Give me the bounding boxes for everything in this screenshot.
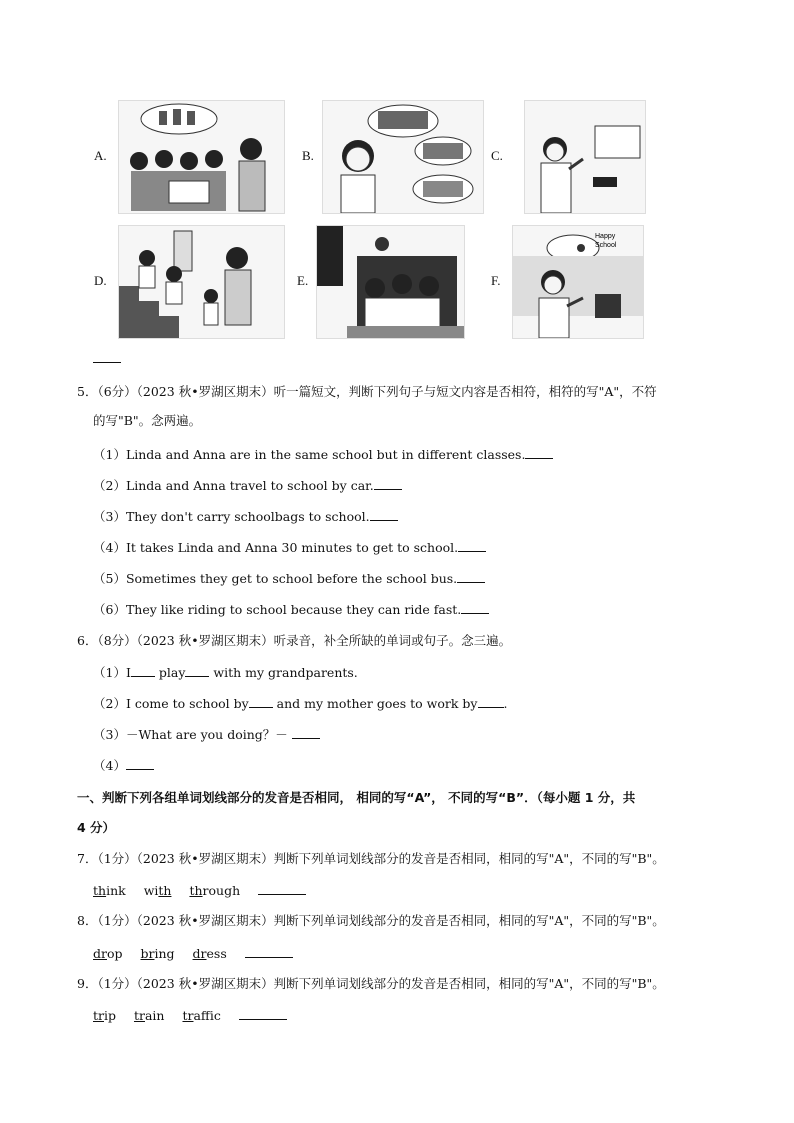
q5-item-1	[93, 446, 553, 463]
q5-heading-cont: 的写"B"。念两遍。	[93, 413, 202, 428]
q8-word-3-underlined: dr	[192, 946, 207, 961]
q6-blank-2b[interactable]	[478, 695, 504, 708]
classroom-boys-icon	[317, 226, 464, 338]
q5-item-6	[93, 601, 489, 618]
q9-words	[93, 1007, 287, 1024]
q5-item-6-text: （6）They like riding to school because they can ride fast.	[93, 602, 462, 617]
q7-word-2-underlined: th	[158, 883, 172, 898]
teacher-students-icon	[119, 101, 284, 213]
q6-heading: 6．（8分）（2023 秋•罗湖区期末）听录音，补全所缺的单词或句子。念三遍。	[77, 633, 512, 648]
q8-word-2	[141, 946, 175, 961]
picture-f	[512, 225, 644, 339]
q6-blank-1a[interactable]	[131, 664, 155, 677]
q6-item-4	[93, 757, 154, 774]
q5-item-3	[93, 508, 398, 525]
q9-word-3-rest: affic	[193, 1008, 221, 1023]
happy-school-sign-line2: School	[595, 242, 617, 249]
q6-blank-1b[interactable]	[185, 664, 209, 677]
picture-d	[118, 225, 285, 339]
q6-blank-2a[interactable]	[249, 695, 273, 708]
q5-item-5	[93, 570, 485, 587]
picture-label-a: A.	[94, 148, 107, 163]
q6-item-2-part-b: and my mother goes to work by	[272, 696, 478, 711]
q5-item-2-text: （2）Linda and Anna travel to school by car.	[93, 478, 374, 493]
q7-word-2-rest: wi	[143, 883, 159, 898]
q7-answer-blank[interactable]	[258, 882, 306, 895]
q7-word-1	[93, 883, 126, 898]
picture-label-d: D.	[94, 273, 107, 288]
q6-item-3-text: （3）－What are you doing？－	[93, 727, 292, 742]
happy-school-sign-line1: Happy	[595, 233, 616, 240]
q8-word-1	[93, 946, 123, 961]
q6-blank-3[interactable]	[292, 726, 320, 739]
q8-word-2-rest: ing	[154, 946, 175, 961]
q5-answer-blank-5[interactable]	[457, 570, 485, 583]
q5-item-4-text: （4）It takes Linda and Anna 30 minutes to get to school.	[93, 540, 459, 555]
q6-blank-4[interactable]	[126, 757, 154, 770]
q9-word-2	[134, 1008, 165, 1023]
q9-answer-blank[interactable]	[239, 1007, 287, 1020]
girl-pointing-icon	[525, 101, 645, 213]
q6-item-2-part-a: （2）I come to school by	[93, 696, 249, 711]
q8-word-3-rest: ess	[206, 946, 227, 961]
q7-word-3-underlined: th	[189, 883, 203, 898]
picture-label-c: C.	[491, 148, 503, 163]
q7-word-1-underlined: th	[93, 883, 107, 898]
picture-label-b: B.	[302, 148, 314, 163]
q6-item-1-part-b: play	[154, 665, 186, 680]
q6-item-4-text: （4）	[93, 758, 126, 773]
q5-answer-blank-1[interactable]	[525, 446, 553, 459]
q8-word-1-underlined: dr	[93, 946, 107, 961]
q9-word-3	[182, 1008, 220, 1023]
q5-answer-blank-2[interactable]	[374, 477, 402, 490]
picture-c	[524, 100, 646, 214]
picture-a	[118, 100, 285, 214]
q6-item-1-part-c: with my grandparents.	[209, 665, 358, 680]
q5-item-2	[93, 477, 402, 494]
q5-item-4	[93, 539, 486, 556]
q6-item-2-part-c: .	[503, 696, 508, 711]
q6-item-2	[93, 695, 507, 712]
q8-answer-blank[interactable]	[245, 945, 293, 958]
girl-school-icon	[513, 226, 643, 338]
q8-words	[93, 945, 293, 962]
q7-word-1-rest: ink	[106, 883, 126, 898]
q9-word-3-underlined: tr	[182, 1008, 194, 1023]
answer-blank-pictures[interactable]	[93, 362, 121, 363]
q5-answer-blank-6[interactable]	[461, 601, 489, 614]
q7-word-3	[189, 883, 240, 898]
q5-item-3-text: （3）They don't carry schoolbags to school.	[93, 509, 370, 524]
q8-word-3	[193, 946, 227, 961]
q7-word-2	[144, 883, 172, 898]
q5-item-1-text: （1）Linda and Anna are in the same school but in different classes.	[93, 447, 526, 462]
q9-word-1-underlined: tr	[93, 1008, 104, 1023]
q9-word-1	[93, 1008, 116, 1023]
q9-heading: 9．（1分）（2023 秋•罗湖区期末）判断下列单词划线部分的发音是否相同，相同的写"A"，不同的写"B"。	[77, 976, 665, 991]
stairs-students-icon	[119, 226, 284, 338]
picture-label-e: E.	[297, 273, 309, 288]
q5-answer-blank-4[interactable]	[458, 539, 486, 552]
q9-word-2-underlined: tr	[133, 1008, 145, 1023]
q9-word-2-rest: ain	[144, 1008, 165, 1023]
q5-answer-blank-3[interactable]	[370, 508, 398, 521]
picture-e	[316, 225, 465, 339]
q7-heading: 7．（1分）（2023 秋•罗湖区期末）判断下列单词划线部分的发音是否相同，相同的写"A"，不同的写"B"。	[77, 851, 665, 866]
q8-word-1-rest: op	[106, 946, 123, 961]
q9-word-1-rest: ip	[104, 1008, 116, 1023]
picture-b	[322, 100, 484, 214]
q8-word-2-underlined: br	[140, 946, 155, 961]
q8-heading: 8．（1分）（2023 秋•罗湖区期末）判断下列单词划线部分的发音是否相同，相同的写"A"，不同的写"B"。	[77, 913, 665, 928]
picture-label-f: F.	[491, 273, 501, 288]
q7-words	[93, 882, 306, 899]
section-heading-cont: 4 分）	[77, 820, 116, 835]
q6-item-1-part-a: （1）I	[93, 665, 131, 680]
q7-word-3-rest: rough	[202, 883, 241, 898]
section-heading: 一、判断下列各组单词划线部分的发音是否相同， 相同的写“A”， 不同的写“B”．（每小题 1 分，共	[77, 790, 636, 805]
q5-item-5-text: （5）Sometimes they get to school before the school bus.	[93, 571, 458, 586]
q5-heading: 5．（6分）（2023 秋•罗湖区期末）听一篇短文，判断下列句子与短文内容是否相符，相符的写"A"，不符	[77, 384, 657, 399]
q6-item-1	[93, 664, 358, 681]
q6-item-3	[93, 726, 320, 743]
girl-thinking-icon	[323, 101, 483, 213]
